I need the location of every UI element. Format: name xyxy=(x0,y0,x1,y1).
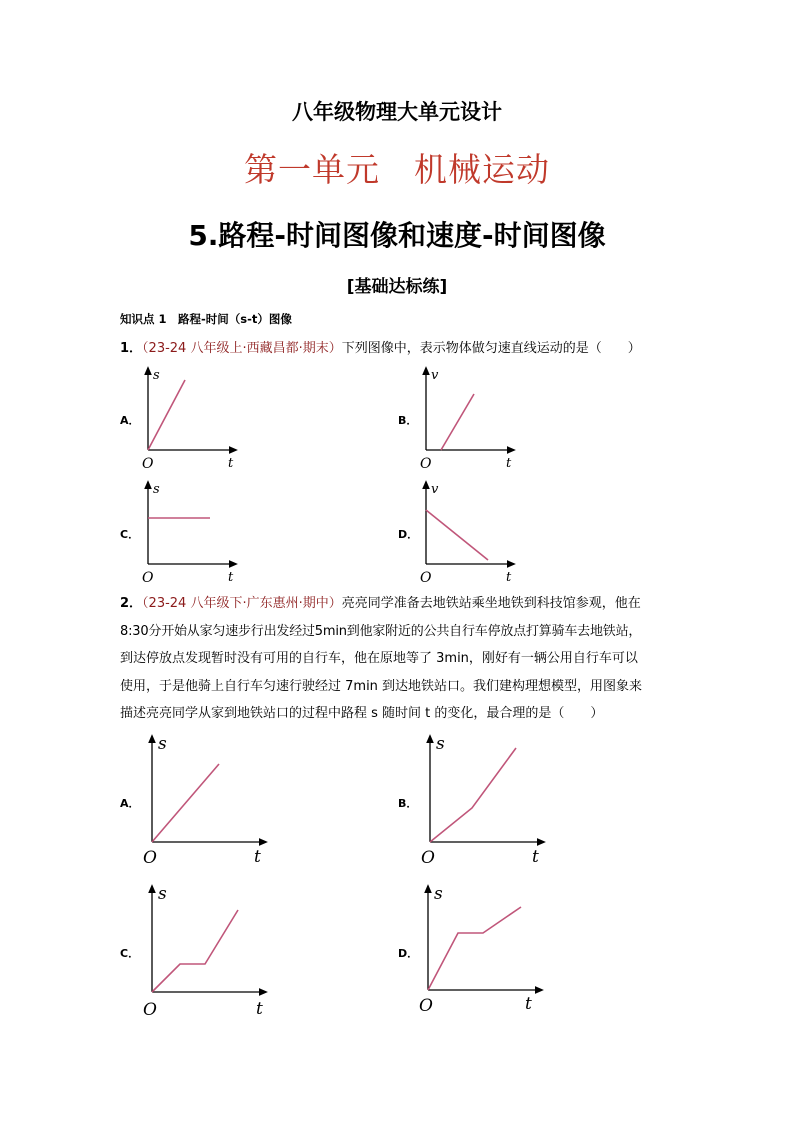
q2-option-a-graph xyxy=(142,732,272,872)
q1b-y-label: v xyxy=(431,368,439,383)
unit-title xyxy=(0,144,794,191)
q1-text: 下列图像中，表示物体做匀速直线运动的是（ ） xyxy=(341,341,641,356)
q1d-y-label: v xyxy=(431,482,439,497)
q2a-origin-label: O xyxy=(143,848,157,868)
lesson-title: 5.路程-时间图像和速度-时间图像 xyxy=(188,219,606,252)
q2c-x-label: t xyxy=(256,999,263,1019)
q1-option-a-label: A． xyxy=(120,414,140,427)
q2-option-b-label: B． xyxy=(398,797,418,810)
q1-number: 1． xyxy=(120,341,143,356)
q1c-origin-label: O xyxy=(142,570,154,586)
q2-option-c-label: C． xyxy=(120,947,140,960)
q2c-origin-label: O xyxy=(143,1000,157,1020)
q1a-y-label: s xyxy=(153,368,160,383)
q1-option-a-graph xyxy=(140,364,250,474)
series-title: 八年级物理大单元设计 xyxy=(292,100,502,124)
q2-line-3: 到达停放点发现暂时没有可用的自行车，他在原地等了 3min，刚好有一辆公用自行车可以 xyxy=(120,651,638,666)
q2-option-b-graph xyxy=(420,732,550,872)
question-2 xyxy=(120,590,690,728)
q2-option-d-graph xyxy=(418,882,548,1022)
q2a-y-label: s xyxy=(158,734,167,754)
q2b-origin-label: O xyxy=(421,848,435,868)
q2-option-a-label: A． xyxy=(120,797,140,810)
q1-option-b-graph xyxy=(418,364,528,474)
q2d-x-label: t xyxy=(525,994,532,1014)
q2b-y-label: s xyxy=(436,734,445,754)
question-1 xyxy=(120,335,680,363)
q1-option-d-graph xyxy=(418,478,528,588)
q2-option-d-label: D． xyxy=(398,947,419,960)
unit-title-part1: 第一单元 xyxy=(244,150,380,189)
q2-number: 2． xyxy=(120,596,143,611)
q1-option-b-label: B． xyxy=(398,414,418,427)
q1d-origin-label: O xyxy=(420,570,432,586)
knowledge-point-heading: 知识点 1 路程-时间（s-t）图像 xyxy=(120,312,292,326)
q2-line-2: 8:30分开始从家匀速步行出发经过5min到他家附近的公共自行车停放点打算骑车去地铁站， xyxy=(120,623,642,639)
q2-line-1 xyxy=(120,590,690,618)
q1-option-c-graph xyxy=(140,478,250,588)
q1a-x-label: t xyxy=(228,456,234,471)
q2-line-4: 使用，于是他骑上自行车匀速行驶经过 7min 到达地铁站口。我们建构理想模型，用图象来 xyxy=(120,678,643,694)
q2d-origin-label: O xyxy=(419,996,433,1016)
q2c-y-label: s xyxy=(158,884,167,904)
q2b-x-label: t xyxy=(532,847,539,867)
q2d-y-label: s xyxy=(434,884,443,904)
q1b-x-label: t xyxy=(506,456,512,471)
unit-title-part2: 机械运动 xyxy=(414,150,550,189)
q1-source: （23-24 八年级上·西藏昌都·期末） xyxy=(142,341,342,356)
q1a-origin-label: O xyxy=(142,456,154,472)
q2-line-5: 描述亮亮同学从家到地铁站口的过程中路程 s 随时间 t 的变化，最合理的是（ ） xyxy=(120,706,604,721)
q2-source: （23-24 八年级下·广东惠州·期中） xyxy=(142,596,342,611)
q1c-y-label: s xyxy=(153,482,160,497)
q1b-origin-label: O xyxy=(420,456,432,472)
q2-option-c-graph xyxy=(142,882,272,1022)
q2a-x-label: t xyxy=(254,847,261,867)
q1-option-d-label: D． xyxy=(398,528,419,541)
section-title: [基础达标练] xyxy=(346,277,448,297)
q1d-x-label: t xyxy=(506,570,512,585)
q1-option-c-label: C． xyxy=(120,528,140,541)
q1c-x-label: t xyxy=(228,570,234,585)
q2-text-line-1: 亮亮同学准备去地铁站乘坐地铁到科技馆参观，他在 xyxy=(341,596,641,611)
